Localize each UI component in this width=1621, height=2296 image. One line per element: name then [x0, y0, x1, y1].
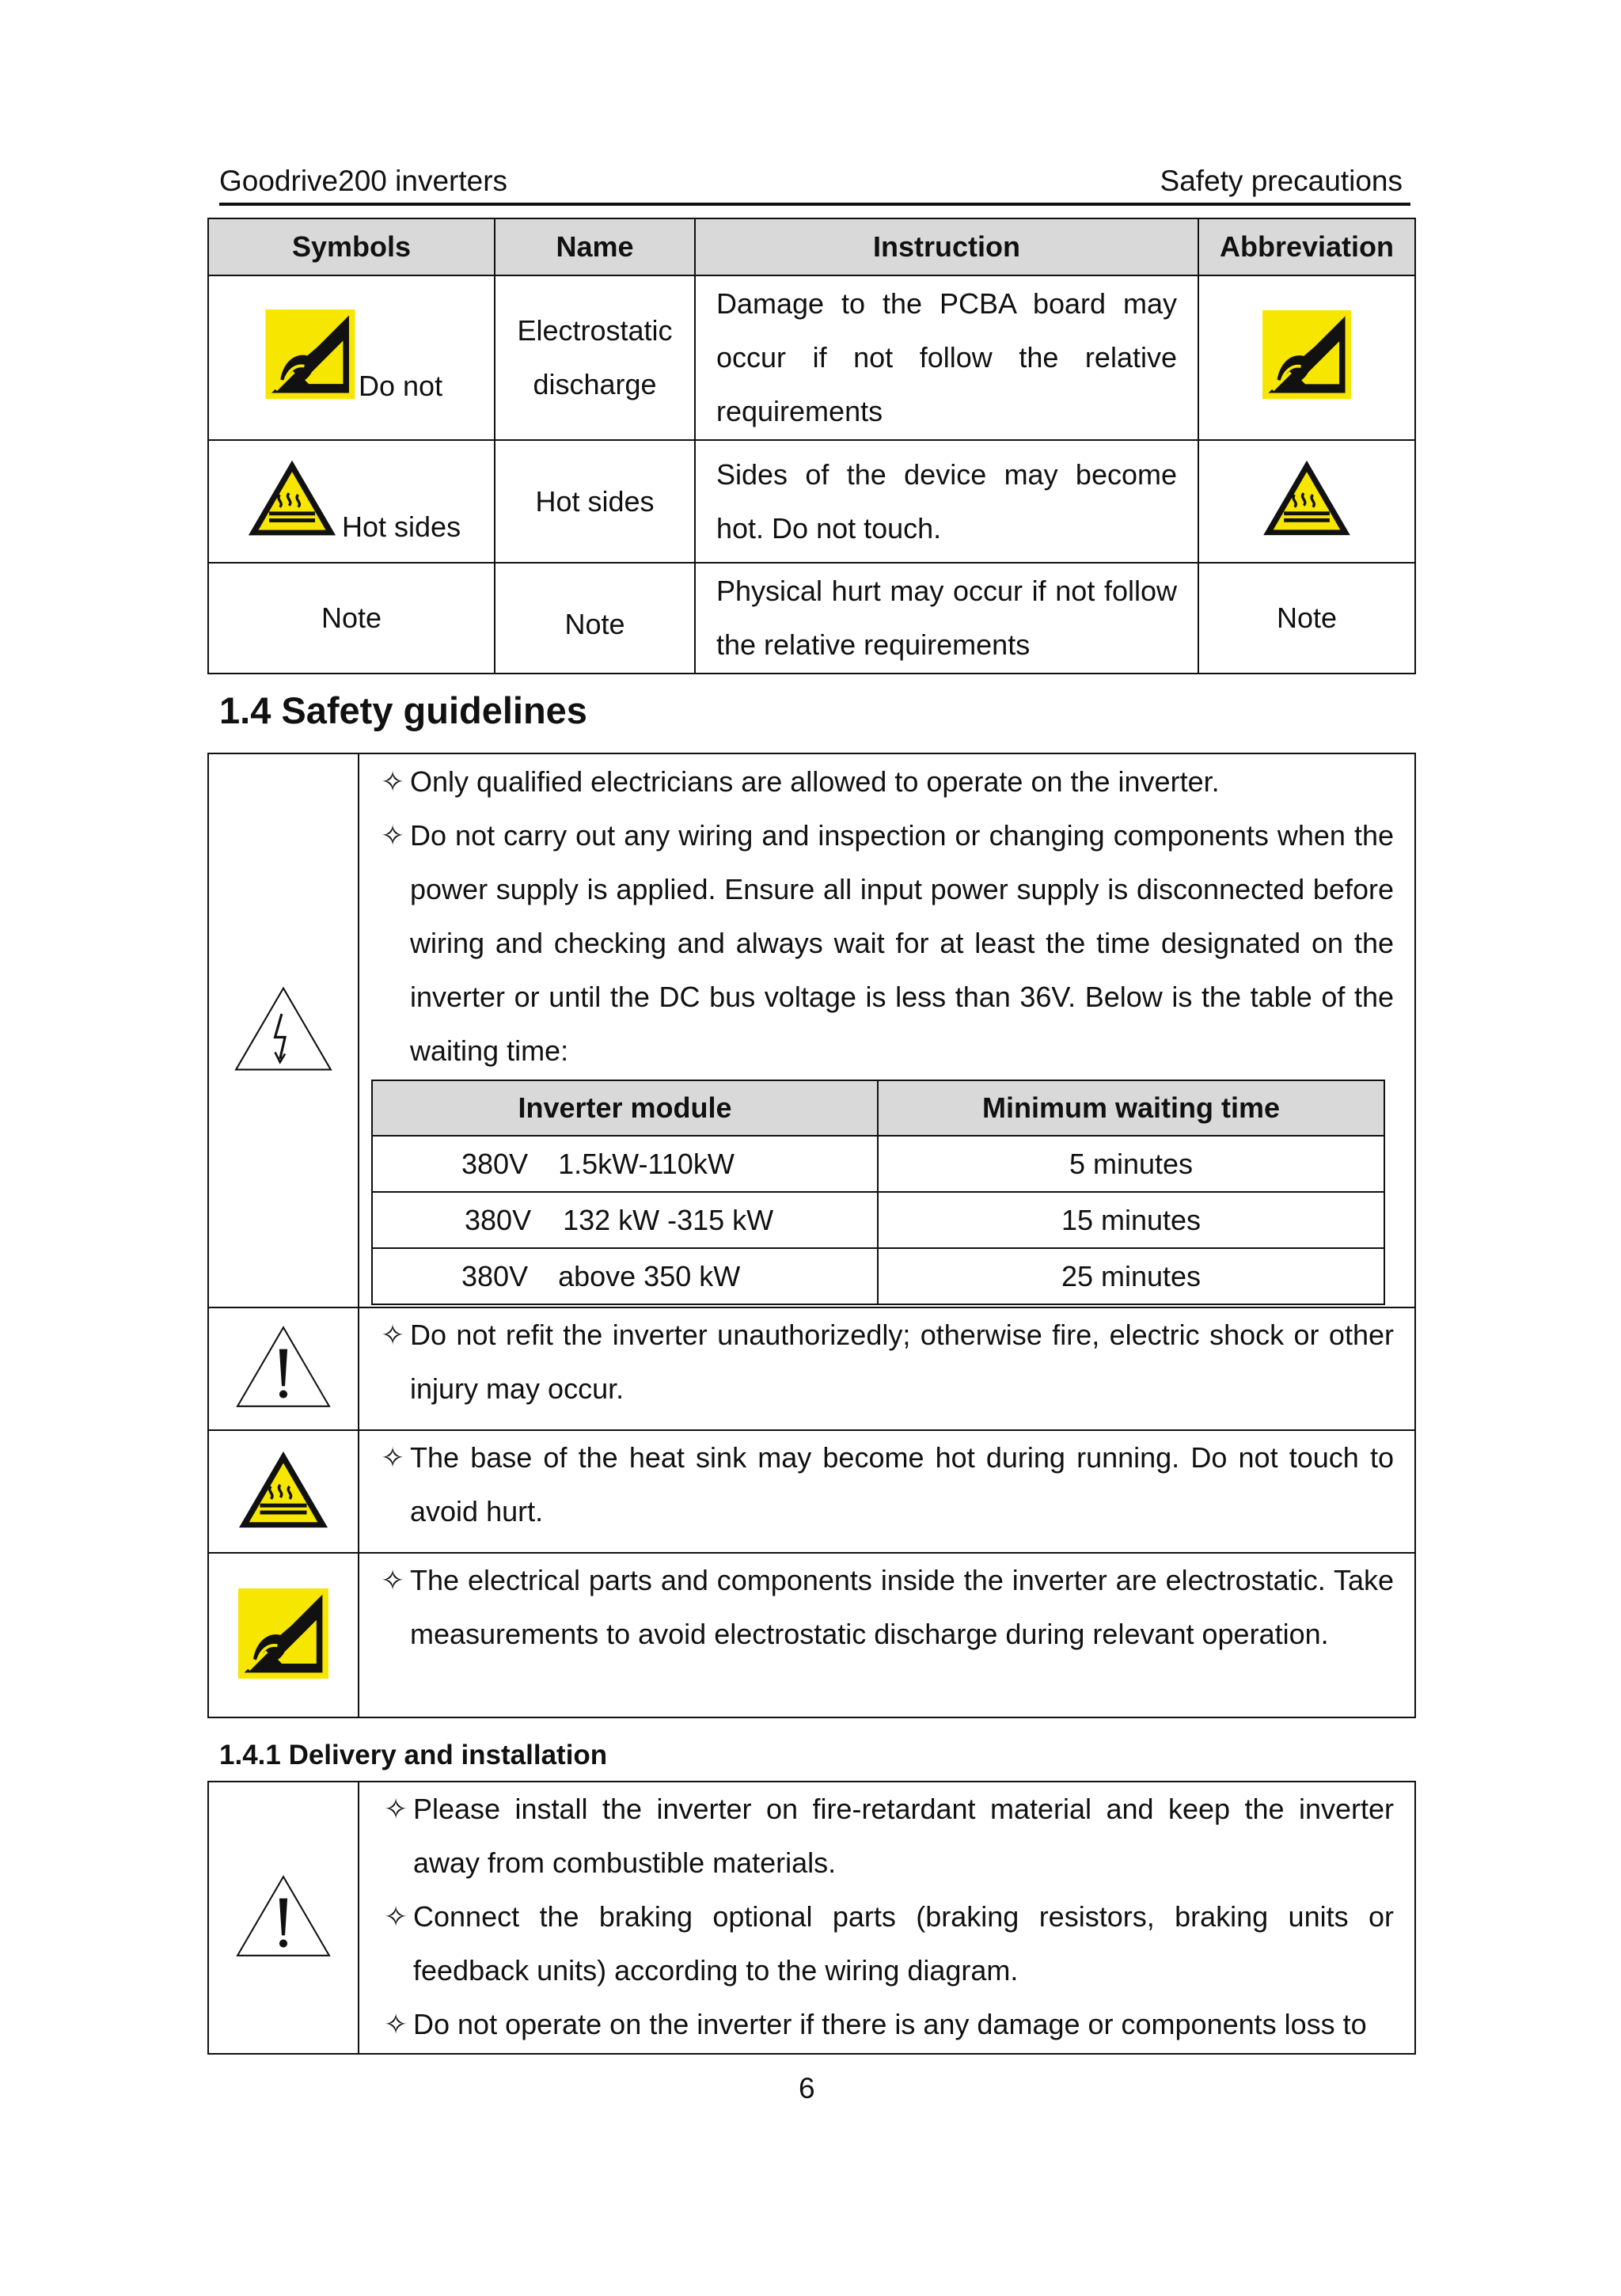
instruction-cell	[695, 440, 1198, 563]
col-header: Abbreviation	[1198, 218, 1415, 275]
abbreviation-cell: Note	[1198, 563, 1415, 674]
col-header: Symbols	[208, 218, 495, 275]
time-cell: 25 minutes	[878, 1248, 1384, 1304]
hot-surface-icon	[1261, 458, 1353, 537]
hot-surface-icon	[237, 1448, 330, 1531]
name-line: discharge	[533, 368, 657, 400]
list-item: ✧ Connect the braking optional parts (braking resistors, braking units or feedback units) according to the wiring diagram.	[384, 1890, 1394, 1998]
symbols-table-header	[208, 218, 1415, 275]
bullet-icon: ✧	[384, 1793, 408, 1825]
section-title: 1.4 Safety guidelines	[219, 689, 587, 731]
instruction-line: Sides of the device may become	[716, 457, 1177, 491]
col-header: Name	[495, 218, 695, 275]
table-row	[208, 753, 1415, 1307]
list-item: ✧ Do not carry out any wiring and inspection or changing components when the power supply is applied. Ensure all input power supply is disconnected before wiring and checking and always wait for at least the time designated on the inverter or until the DC bus voltage is less than 36V. Below is the table of the waiting time:	[381, 809, 1394, 1078]
icon-cell	[208, 1430, 359, 1553]
waiting-table-header	[372, 1080, 1384, 1136]
safety-guidelines-table	[207, 753, 1416, 1718]
name-cell	[495, 275, 695, 440]
hot-surface-icon	[246, 457, 338, 538]
instruction-line: the relative requirements	[716, 628, 1031, 661]
symbol-cell: Note	[208, 563, 495, 674]
table-row	[208, 275, 1415, 440]
abbreviation-cell	[1198, 275, 1415, 440]
table-row	[208, 1553, 1415, 1717]
text-cell	[359, 1430, 1415, 1553]
table-row	[208, 440, 1415, 563]
esd-warning-icon	[1261, 310, 1353, 399]
table-row	[208, 1430, 1415, 1553]
name-line: Electrostatic	[517, 314, 673, 347]
time-cell: 15 minutes	[878, 1192, 1384, 1248]
instruction-cell	[695, 275, 1198, 440]
waiting-time-table	[371, 1080, 1385, 1305]
list-item: ✧ Do not operate on the inverter if there is any damage or components loss to	[384, 1998, 1394, 2051]
time-cell: 5 minutes	[878, 1136, 1384, 1192]
list-item: ✧ Please install the inverter on fire-retardant material and keep the inverter away from combustible materials.	[384, 1782, 1394, 1890]
table-row	[208, 563, 1415, 674]
symbol-cell	[208, 440, 495, 563]
exclamation-warning-icon	[235, 1323, 332, 1410]
symbol-label: Do not	[359, 370, 443, 402]
list-item: ✧ Do not refit the inverter unauthorizedly; otherwise fire, electric shock or other injury may occur.	[381, 1308, 1394, 1416]
instruction-line: Physical hurt may occur if not follow	[716, 575, 1177, 607]
bullet-icon: ✧	[381, 1319, 405, 1351]
list-item: ✧ The base of the heat sink may become hot during running. Do not touch to avoid hurt.	[381, 1431, 1394, 1539]
icon-cell	[208, 1307, 359, 1430]
bullet-icon: ✧	[384, 2008, 408, 2040]
text-cell	[359, 1553, 1415, 1717]
module-cell: 380V above 350 kW	[372, 1248, 878, 1304]
table-row	[372, 1248, 1384, 1304]
table-row	[208, 1782, 1415, 2054]
table-row	[372, 1136, 1384, 1192]
symbol-label: Hot sides	[342, 510, 461, 543]
page-number: 6	[799, 2072, 815, 2104]
esd-warning-icon	[264, 309, 357, 399]
bullet-icon: ✧	[381, 1564, 405, 1596]
icon-cell	[208, 753, 359, 1307]
instruction-cell	[695, 563, 1198, 674]
text-cell	[359, 1782, 1415, 2054]
name-cell	[495, 563, 695, 674]
instruction-line: Damage to the PCBA board may	[716, 287, 1177, 320]
col-header: Inverter module	[372, 1080, 878, 1136]
page-header	[219, 161, 1410, 206]
delivery-installation-table	[207, 1781, 1416, 2055]
list-item: ✧ The electrical parts and components inside the inverter are electrostatic. Take measurements to avoid electrostatic discharge during relevant operation.	[381, 1554, 1394, 1661]
header-title: Goodrive200 inverters	[219, 165, 508, 197]
icon-cell	[208, 1782, 359, 2054]
abbreviation-cell	[1198, 440, 1415, 563]
bullet-icon: ✧	[381, 1441, 405, 1474]
subsection-title: 1.4.1 Delivery and installation	[219, 1740, 608, 1770]
list-item: ✧ Only qualified electricians are allowed to operate on the inverter.	[381, 755, 1394, 809]
instruction-line: occur if not follow the relative	[716, 341, 1177, 374]
esd-warning-icon	[237, 1588, 330, 1679]
name-line: Hot sides	[535, 484, 655, 518]
icon-cell	[208, 1553, 359, 1717]
text-cell	[359, 753, 1415, 1307]
bullet-icon: ✧	[384, 1900, 408, 1933]
bullet-icon: ✧	[381, 765, 405, 798]
col-header: Minimum waiting time	[878, 1080, 1384, 1136]
name-line: Note	[564, 608, 625, 640]
table-row	[208, 1307, 1415, 1430]
symbol-cell	[208, 275, 495, 440]
bullet-icon: ✧	[381, 819, 405, 852]
instruction-line: requirements	[716, 395, 883, 427]
exclamation-warning-icon	[235, 1873, 332, 1960]
instruction-line: hot. Do not touch.	[716, 511, 942, 545]
text-cell	[359, 1307, 1415, 1430]
module-cell: 380V 1.5kW-110kW	[372, 1136, 878, 1192]
header-section: Safety precautions	[1160, 165, 1403, 197]
high-voltage-icon	[233, 985, 333, 1073]
module-cell: 380V 132 kW -315 kW	[372, 1192, 878, 1248]
name-cell	[495, 440, 695, 563]
table-row	[372, 1192, 1384, 1248]
symbols-table	[207, 218, 1416, 674]
col-header: Instruction	[695, 218, 1198, 275]
